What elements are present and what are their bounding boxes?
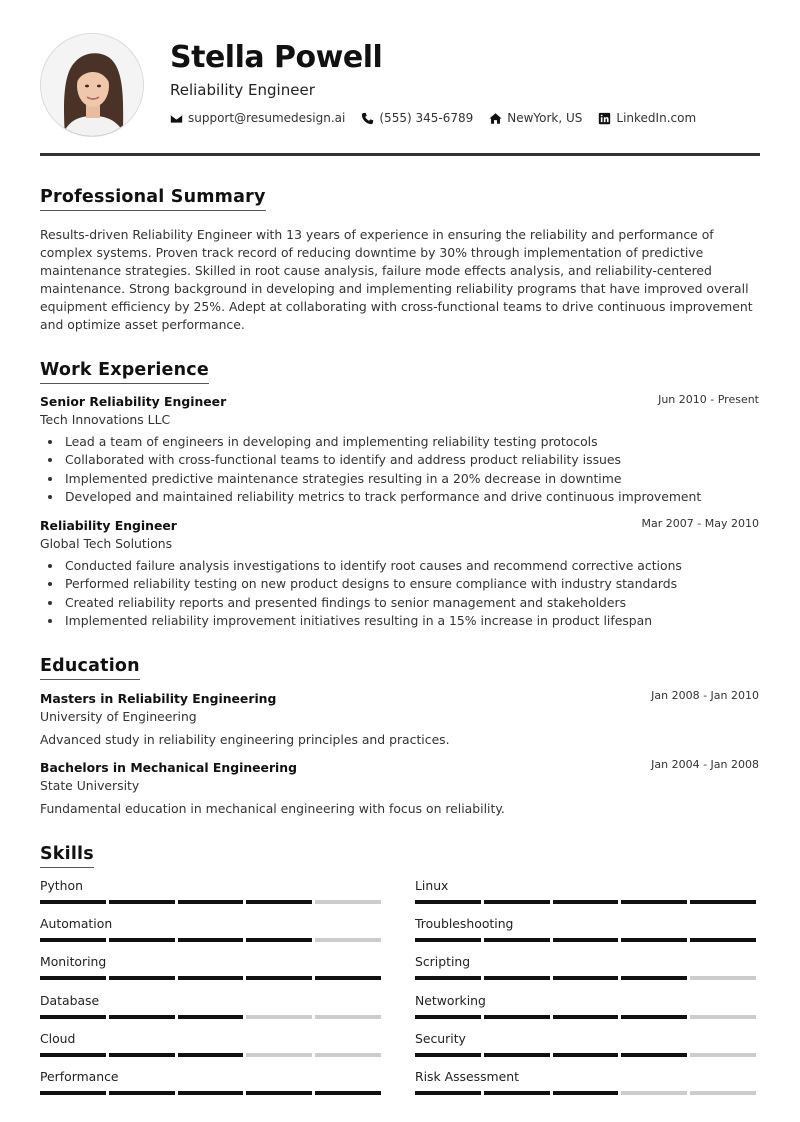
skill-level-segment — [246, 900, 312, 904]
candidate-name: Stella Powell — [170, 40, 383, 75]
skill-level-bar — [415, 900, 759, 904]
section-title-education: Education — [40, 656, 140, 680]
skill-name: Scripting — [415, 954, 471, 970]
skill-name: Performance — [40, 1069, 119, 1084]
skill-level-segment — [178, 1015, 244, 1019]
linkedin-icon — [598, 112, 611, 125]
skill-level-segment — [246, 976, 312, 980]
job-bullets — [40, 433, 760, 506]
skill-level-bar — [40, 900, 384, 904]
skill-level-segment — [484, 976, 550, 980]
skill-level-bar — [415, 938, 759, 942]
skill-level-segment — [690, 976, 756, 980]
skill-level-segment — [315, 1091, 381, 1095]
skill-name: Risk Assessment — [415, 1069, 519, 1084]
skill-level-segment — [109, 1091, 175, 1095]
skill-level-segment — [484, 1053, 550, 1057]
avatar — [40, 33, 144, 137]
skill-level-segment — [415, 938, 481, 942]
skill-level-segment — [553, 1015, 619, 1019]
skill-level-bar — [415, 1053, 759, 1057]
skill-level-segment — [315, 900, 381, 904]
skill-level-segment — [109, 938, 175, 942]
skill-name: Cloud — [40, 1030, 76, 1046]
contact-location-text: NewYork, US — [507, 111, 583, 125]
skill-level-bar — [40, 976, 384, 980]
contact-phone-text: (555) 345-6789 — [379, 111, 474, 125]
skill-level-segment — [621, 976, 687, 980]
list-item: Implemented predictive maintenance strategies resulting in a 20% decrease in downtime — [40, 470, 760, 488]
education-dates: Jan 2008 - Jan 2010 — [651, 689, 759, 702]
skill-item — [415, 878, 759, 904]
skill-level-segment — [246, 1015, 312, 1019]
phone-icon — [361, 112, 374, 125]
skill-item — [40, 878, 384, 904]
education-school: University of Engineering — [40, 709, 197, 724]
contact-email[interactable] — [170, 111, 345, 125]
skill-level-segment — [40, 1015, 106, 1019]
education-dates: Jan 2004 - Jan 2008 — [651, 758, 759, 771]
education-degree: Bachelors in Mechanical Engineering — [40, 760, 297, 775]
skill-level-segment — [484, 1091, 550, 1095]
skill-level-segment — [621, 1053, 687, 1057]
skill-name: Linux — [415, 878, 449, 893]
contact-row — [170, 111, 712, 125]
summary-text: Results-driven Reliability Engineer with 13 years of experience in ensuring the reliability and performance of complex systems. Proven track record of reducing downtime by 30% through implementation of predictive maintenance strategies. Skilled in root cause analysis, failure mode effects analysis, and reliability-centered maintenance. Strong background in developing and implementing reliability programs that have improved overall equipment efficiency by 25%. Adept at collaborating with cross-functional teams to drive continuous improvement and optimize asset performance. — [40, 227, 753, 332]
skill-level-segment — [40, 1091, 106, 1095]
skill-name: Automation — [40, 916, 113, 932]
contact-location — [489, 111, 582, 125]
skill-level-segment — [690, 1053, 756, 1057]
skill-item — [40, 1069, 384, 1095]
contact-linkedin[interactable] — [598, 111, 696, 125]
education-degree: Masters in Reliability Engineering — [40, 691, 277, 706]
list-item: Performed reliability testing on new product designs to ensure compliance with industry standards — [40, 575, 760, 593]
education-description: Fundamental education in mechanical engineering with focus on reliability. — [40, 801, 505, 816]
skill-level-bar — [40, 1091, 384, 1095]
education-description: Advanced study in reliability engineering principles and practices. — [40, 732, 450, 747]
skill-level-segment — [415, 900, 481, 904]
skill-level-segment — [40, 1053, 106, 1057]
skill-level-bar — [415, 1015, 759, 1019]
list-item: Conducted failure analysis investigations to identify root causes and recommend corrective actions — [40, 557, 760, 575]
skill-item — [415, 954, 759, 980]
skill-level-segment — [109, 1015, 175, 1019]
skill-name: Database — [40, 992, 100, 1008]
header-divider — [40, 153, 760, 156]
skill-level-segment — [109, 1053, 175, 1057]
profile-photo — [41, 34, 144, 137]
skill-level-segment — [415, 1053, 481, 1057]
skill-level-segment — [315, 938, 381, 942]
skill-level-segment — [484, 900, 550, 904]
skill-level-segment — [690, 1015, 756, 1019]
skill-level-bar — [415, 976, 759, 980]
skill-name: Monitoring — [40, 954, 107, 970]
section-title-experience: Work Experience — [40, 360, 209, 384]
education-school: State University — [40, 778, 140, 793]
skill-level-segment — [553, 938, 619, 942]
skill-level-bar — [40, 1015, 384, 1019]
job-title: Senior Reliability Engineer — [40, 394, 227, 409]
skill-item — [40, 916, 384, 942]
job-bullets — [40, 557, 760, 630]
skill-level-segment — [690, 938, 756, 942]
candidate-title: Reliability Engineer — [170, 81, 315, 99]
skill-level-segment — [315, 1015, 381, 1019]
skill-level-segment — [246, 1091, 312, 1095]
skill-level-segment — [40, 900, 106, 904]
skill-item — [40, 993, 384, 1019]
skill-level-segment — [621, 900, 687, 904]
skill-level-segment — [178, 1053, 244, 1057]
job-dates: Jun 2010 - Present — [658, 393, 759, 406]
skill-item — [40, 1031, 384, 1057]
skill-level-segment — [315, 976, 381, 980]
skill-level-segment — [315, 1053, 381, 1057]
skill-level-segment — [621, 1015, 687, 1019]
job-company: Tech Innovations LLC — [40, 412, 171, 427]
skill-level-segment — [415, 976, 481, 980]
job-company: Global Tech Solutions — [40, 536, 173, 551]
skill-level-segment — [415, 1091, 481, 1095]
skill-level-segment — [553, 1091, 619, 1095]
skill-item — [40, 954, 384, 980]
skill-level-segment — [553, 1053, 619, 1057]
skill-level-segment — [690, 1091, 756, 1095]
envelope-icon — [170, 112, 183, 125]
skill-level-segment — [178, 976, 244, 980]
skill-level-segment — [40, 976, 106, 980]
skill-level-segment — [109, 900, 175, 904]
skill-level-segment — [40, 938, 106, 942]
contact-phone[interactable] — [361, 111, 473, 125]
skill-level-bar — [40, 1053, 384, 1057]
job-title: Reliability Engineer — [40, 518, 177, 533]
skill-level-bar — [415, 1091, 759, 1095]
contact-linkedin-text: LinkedIn.com — [616, 111, 697, 125]
skill-name: Troubleshooting — [415, 916, 514, 932]
list-item: Lead a team of engineers in developing and implementing reliability testing protocols — [40, 433, 760, 451]
skill-level-segment — [553, 900, 619, 904]
list-item: Implemented reliability improvement initiatives resulting in a 15% increase in product lifespan — [40, 612, 760, 630]
skill-level-segment — [621, 938, 687, 942]
skill-level-segment — [178, 938, 244, 942]
skill-name: Networking — [415, 992, 486, 1008]
list-item: Created reliability reports and presented findings to senior management and stakeholders — [40, 594, 760, 612]
skill-level-bar — [40, 938, 384, 942]
skill-name: Python — [40, 878, 83, 893]
skill-level-segment — [109, 976, 175, 980]
list-item: Developed and maintained reliability metrics to track performance and drive continuous improvement — [40, 488, 760, 506]
skill-item — [415, 1031, 759, 1057]
list-item: Collaborated with cross-functional teams to identify and address product reliability issues — [40, 451, 760, 469]
section-title-summary: Professional Summary — [40, 187, 266, 211]
skill-level-segment — [690, 900, 756, 904]
skill-level-segment — [246, 1053, 312, 1057]
skill-level-segment — [178, 900, 244, 904]
job-dates: Mar 2007 - May 2010 — [641, 517, 759, 530]
skill-item — [415, 993, 759, 1019]
skill-name: Security — [415, 1030, 466, 1046]
skill-item — [415, 916, 759, 942]
skill-level-segment — [484, 1015, 550, 1019]
home-icon — [489, 112, 502, 125]
skill-level-segment — [553, 976, 619, 980]
skill-level-segment — [621, 1091, 687, 1095]
skill-level-segment — [178, 1091, 244, 1095]
skill-level-segment — [415, 1015, 481, 1019]
section-title-skills: Skills — [40, 844, 94, 868]
skill-level-segment — [484, 938, 550, 942]
skill-level-segment — [246, 938, 312, 942]
contact-email-text: support@resumedesign.ai — [188, 111, 346, 125]
skill-item — [415, 1069, 759, 1095]
